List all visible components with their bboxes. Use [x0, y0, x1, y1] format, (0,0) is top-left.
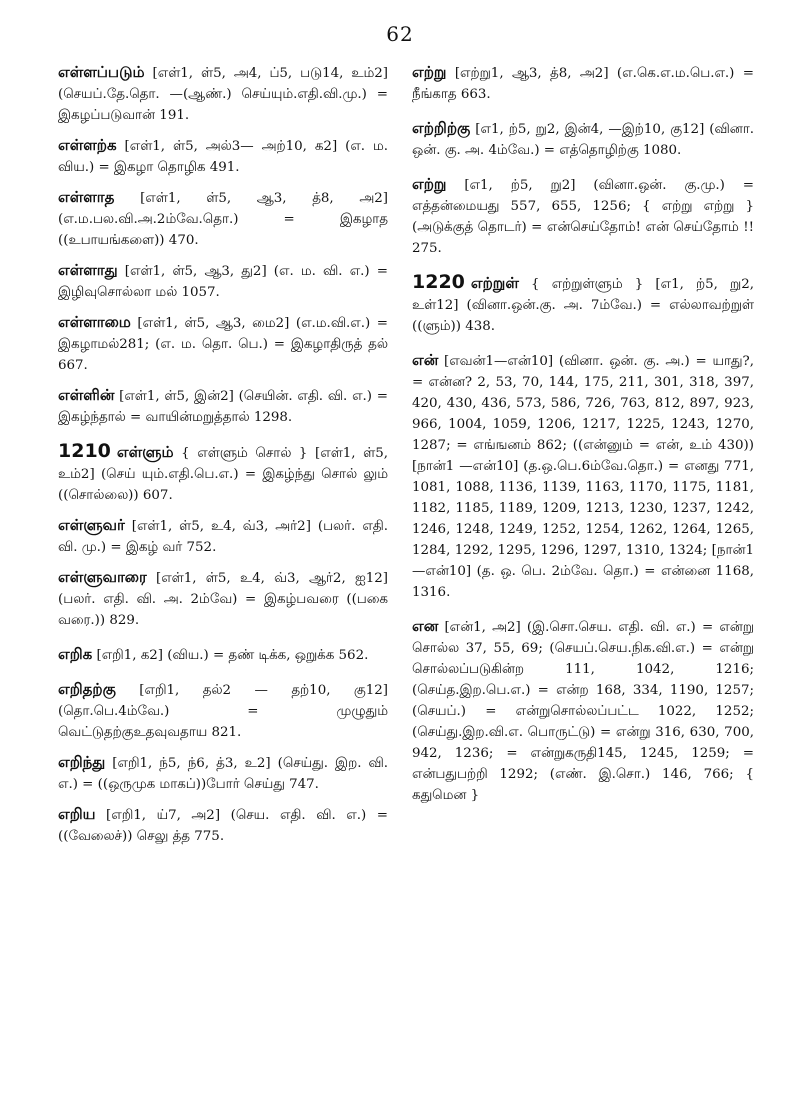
dictionary-entry [58, 385, 388, 428]
entry-definition: [எள்1, ள்5, ஆ3, மை2] (எ.ம.வி.எ.) = இகழாமல்281; (எ. ம. தொ. பெ.) = இகழாதிருத் தல் 667. [58, 316, 388, 373]
entry-definition: [எள்1, ள்5, உ4, வ்3, ஆர்2, ஐ12] (பலர். எதி. வி. அ. 2ம்வே) = இகழ்பவரை ((பகை வரை.)) 829. [58, 571, 388, 628]
entry-headword: எள்ளுவர் [58, 516, 125, 534]
entry-definition: { எற்றுள்ளும் } [எ1, ற்5, று2, உள்12] (வினா.ஒன்.கு. அ. 7ம்வே.) = எல்லாவற்றுள் ((ளும்)) 438. [412, 277, 754, 334]
dictionary-entry [412, 350, 754, 603]
dictionary-entry [58, 187, 388, 251]
entry-headword: எற்று [412, 63, 447, 81]
dictionary-entry [58, 644, 388, 666]
entry-headword: எற்றுள் [470, 274, 519, 292]
entry-number: 1210 [58, 440, 111, 462]
entry-headword: எறிந்து [58, 753, 106, 771]
dictionary-entry [58, 441, 388, 506]
entry-headword: எள்ளப்படும் [58, 63, 145, 81]
dictionary-entry [412, 174, 754, 259]
entry-number: 1220 [412, 271, 465, 293]
entry-definition: [எறி1, க2] (விய.) = தண் டிக்க, ஒறுக்க 562. [92, 648, 369, 663]
entry-definition: [எறி1, தல்2 — தற்10, கு12] (தொ.பெ.4ம்வே.) = முழுதும் வெட்டுதற்குஉதவுவதாய 821. [58, 683, 388, 740]
entry-headword: எறிக [58, 645, 93, 663]
entry-headword: எள்ளாத [58, 188, 115, 206]
entry-definition: [எள்1, ள்5, ஆ3, து2] (எ. ம. வி. எ.) = இழிவுசொல்லா மல் 1057. [58, 264, 388, 300]
dictionary-entry [58, 679, 388, 743]
entry-headword: எள்ளற்க [58, 136, 117, 154]
entry-headword: என [412, 617, 439, 635]
entry-headword: எறிய [58, 805, 96, 823]
dictionary-entry [412, 118, 754, 161]
entry-headword: என் [412, 351, 439, 369]
entry-definition: [எள்1, ள்5, அ4, ப்5, படு14, உம்2] (செயப்.தே.தொ. —(ஆண்.) செய்யும்.எதி.வி.மு.) = இகழப்படுவான் 191. [58, 66, 388, 123]
entry-headword: எள்ளின் [58, 386, 115, 404]
entry-headword: எற்று [412, 175, 447, 193]
dictionary-entry [58, 312, 388, 376]
entry-headword: எறிதற்கு [58, 680, 116, 698]
entry-definition: [எறி1, ந்5, ந்6, த்3, உ2] (செய்து. இற. வி. எ.) = ((ஒருமுக மாகப்))போர் செய்து 747. [58, 756, 388, 792]
right-column [412, 62, 754, 815]
entry-headword: எள்ளும் [116, 443, 174, 461]
entry-headword: எற்றிற்கு [412, 119, 471, 137]
dictionary-entry [58, 515, 388, 558]
entry-definition: [எள்1, ள்5, அல்3— அற்10, க2] (எ. ம. விய.) = இகழா தொழிக 491. [58, 139, 388, 175]
dictionary-entry [58, 62, 388, 126]
entry-definition: [எறி1, ய்7, அ2] (செய. எதி. வி. எ.) = ((வேலைச்)) செலு த்த 775. [58, 808, 388, 844]
entry-definition: [எள்1, ள்5, உ4, வ்3, அர்2] (பலர். எதி. வி. மு.) = இகழ் வர் 752. [58, 519, 388, 555]
entry-definition: [எற்று1, ஆ3, த்8, அ2] (எ.கெ.எ.ம.பெ.எ.) = நீங்காத 663. [412, 66, 754, 102]
entry-headword: எள்ளுவாரை [58, 568, 147, 586]
page-number: 62 [386, 22, 414, 46]
entry-definition: [எவன்1—என்10] (வினா. ஒன். கு. அ.) = யாது?, = என்ன? 2, 53, 70, 144, 175, 211, 301, 318, 397, 420, 430, 436, 573, 586, 726, 763, 812, 897, 923, 966, 1004, 1059, 1206, 1217, 1225, 1243, 1270, 1287; = எங்ஙனம் 862; ((என்னும் = என், உம் 430)) [நான்1 —என்10] (த.ஒ.பெ.6ம்வே.தொ.) = எனது 771, 1081, 1088, 1136, 1139, 1163, 1170, 1175, 1181, 1182, 1185, 1189, 1209, 1213, 1230, 1237, 1242, 1246, 1248, 1249, 1252, 1254, 1262, 1264, 1265, 1284, 1292, 1295, 1296, 1297, 1310, 1324; [நான்1—என்10] (த. ஒ. பெ. 2ம்வே. தொ.) = என்னை 1168, 1316. [412, 354, 754, 600]
dictionary-entry [412, 62, 754, 105]
entry-definition: [என்1, அ2] (இ.சொ.செய. எதி. வி. எ.) = என்று சொல்ல 37, 55, 69; (செயப்.செய.நிக.வி.எ.) = என்று சொல்லப்படுகின்ற 111, 1042, 1216; (செய்த.இற.பெ.எ.) = என்ற 168, 334, 1190, 1257; (செயப்.) = என்றுசொல்லப்பட்ட 1022, 1252; (செய்து.இற.வி.எ. பொருட்டு) = என்று 316, 630, 700, 942, 1236; = என்றுகருதி145, 1245, 1259; = என்பதுபற்றி 1292; (எண். இ.சொ.) 146, 766; { கதுமென } [412, 620, 754, 803]
dictionary-entry [412, 616, 754, 806]
dictionary-entry [58, 804, 388, 847]
entry-headword: எள்ளாமை [58, 313, 131, 331]
dictionary-entry [58, 135, 388, 178]
entry-definition: [எள்1, ள்5, ஆ3, த்8, அ2] (எ.ம.பல.வி.அ.2ம்வே.தொ.) = இகழாத ((உபாயங்களை)) 470. [58, 191, 388, 248]
dictionary-entry [412, 272, 754, 337]
dictionary-entry [58, 567, 388, 631]
dictionary-entry [58, 752, 388, 795]
entry-definition: [எள்1, ள்5, இன்2] (செயின். எதி. வி. எ.) = இகழ்ந்தால் = வாயின்மறுத்தால் 1298. [58, 389, 388, 425]
entry-definition: [எ1, ற்5, று2, இன்4, —இற்10, கு12] (வினா. ஒன். கு. அ. 4ம்வே.) = எத்தொழிற்கு 1080. [412, 122, 754, 158]
entry-definition: [எ1, ற்5, று2] (வினா.ஒன். கு.மு.) = எத்தன்மையது 557, 655, 1256; { எற்று எற்று } (அடுக்குத் தொடர்) = என்செய்தோம்! என் செய்தோம் !! 275. [412, 178, 754, 256]
entry-definition: { எள்ளும் சொல் } [எள்1, ள்5, உம்2] (செய் யும்.எதி.பெ.எ.) = இகழ்ந்து சொல் லும் ((சொல்லை)) 607. [58, 446, 388, 503]
entry-headword: எள்ளாது [58, 261, 118, 279]
left-column [58, 62, 388, 856]
dictionary-entry [58, 260, 388, 303]
